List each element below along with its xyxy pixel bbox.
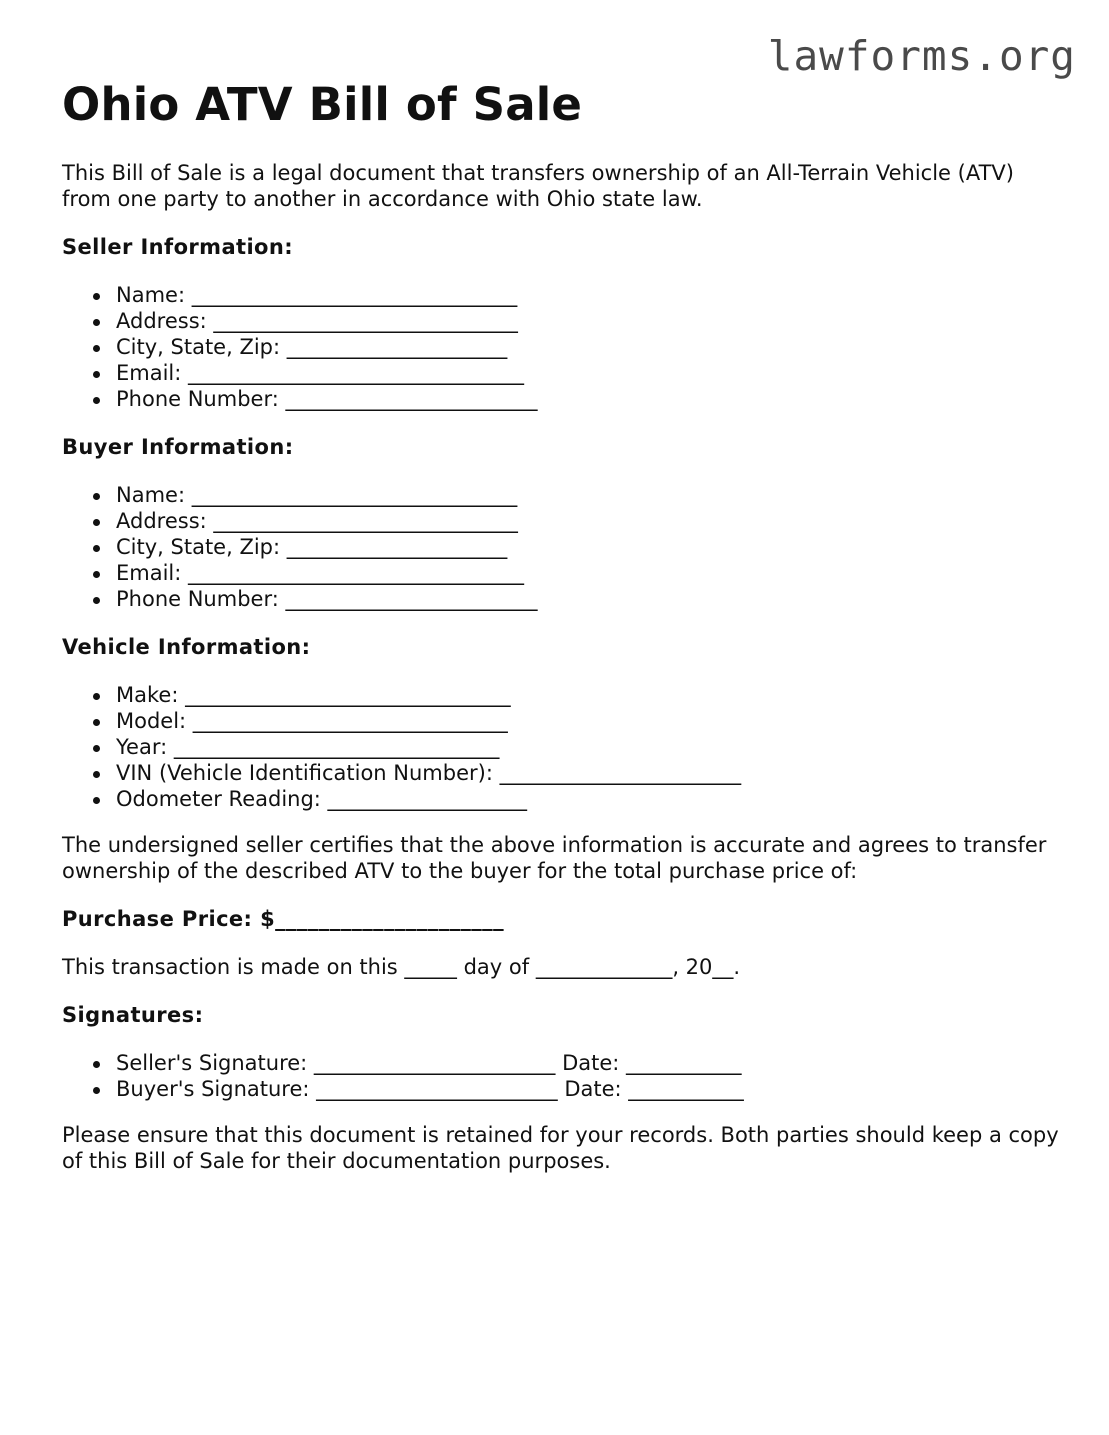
page-title: Ohio ATV Bill of Sale xyxy=(62,78,583,131)
seller-city-state-zip-field[interactable]: City, State, Zip: _____________________ xyxy=(116,334,1062,360)
vehicle-odometer-field[interactable]: Odometer Reading: ___________________ xyxy=(116,786,1062,812)
vehicle-make-field[interactable]: Make: _______________________________ xyxy=(116,682,1062,708)
certification-paragraph: The undersigned seller certifies that the above information is accurate and agrees to transfer ownership of the described ATV to the buyer for the total purchase price of: xyxy=(62,833,1047,883)
buyer-signature-field[interactable]: Buyer's Signature: _______________________ Date: ___________ xyxy=(116,1076,1062,1102)
buyer-section-heading: Buyer Information: xyxy=(62,435,294,459)
closing-paragraph: Please ensure that this document is retained for your records. Both parties should keep a copy of this Bill of Sale for their documentation purposes. xyxy=(62,1123,1059,1173)
buyer-email-field[interactable]: Email: ________________________________ xyxy=(116,560,1062,586)
watermark-logo: lawforms.org xyxy=(767,32,1076,80)
transaction-date-line[interactable]: This transaction is made on this _____ day of _____________, 20__. xyxy=(62,955,741,979)
vehicle-model-field[interactable]: Model: ______________________________ xyxy=(116,708,1062,734)
vehicle-year-field[interactable]: Year: _______________________________ xyxy=(116,734,1062,760)
seller-address-field[interactable]: Address: _____________________________ xyxy=(116,308,1062,334)
signatures-section-heading: Signatures: xyxy=(62,1003,204,1027)
buyer-phone-field[interactable]: Phone Number: ________________________ xyxy=(116,586,1062,612)
seller-phone-field[interactable]: Phone Number: ________________________ xyxy=(116,386,1062,412)
seller-field-list xyxy=(62,282,1062,412)
buyer-address-field[interactable]: Address: _____________________________ xyxy=(116,508,1062,534)
document-body xyxy=(62,78,1062,1174)
buyer-name-field[interactable]: Name: _______________________________ xyxy=(116,482,1062,508)
vehicle-field-list xyxy=(62,682,1062,812)
vehicle-section-heading: Vehicle Information: xyxy=(62,635,311,659)
buyer-city-state-zip-field[interactable]: City, State, Zip: _____________________ xyxy=(116,534,1062,560)
vehicle-vin-field[interactable]: VIN (Vehicle Identification Number): _______________________ xyxy=(116,760,1062,786)
seller-name-field[interactable]: Name: _______________________________ xyxy=(116,282,1062,308)
seller-section-heading: Seller Information: xyxy=(62,235,294,259)
signature-field-list xyxy=(62,1050,1062,1102)
seller-email-field[interactable]: Email: ________________________________ xyxy=(116,360,1062,386)
seller-signature-field[interactable]: Seller's Signature: _______________________ Date: ___________ xyxy=(116,1050,1062,1076)
buyer-field-list xyxy=(62,482,1062,612)
purchase-price-field[interactable]: Purchase Price: $_____________________ xyxy=(62,907,504,931)
intro-paragraph: This Bill of Sale is a legal document that transfers ownership of an All-Terrain Vehicle (ATV) from one party to another in accordance with Ohio state law. xyxy=(62,161,1014,211)
